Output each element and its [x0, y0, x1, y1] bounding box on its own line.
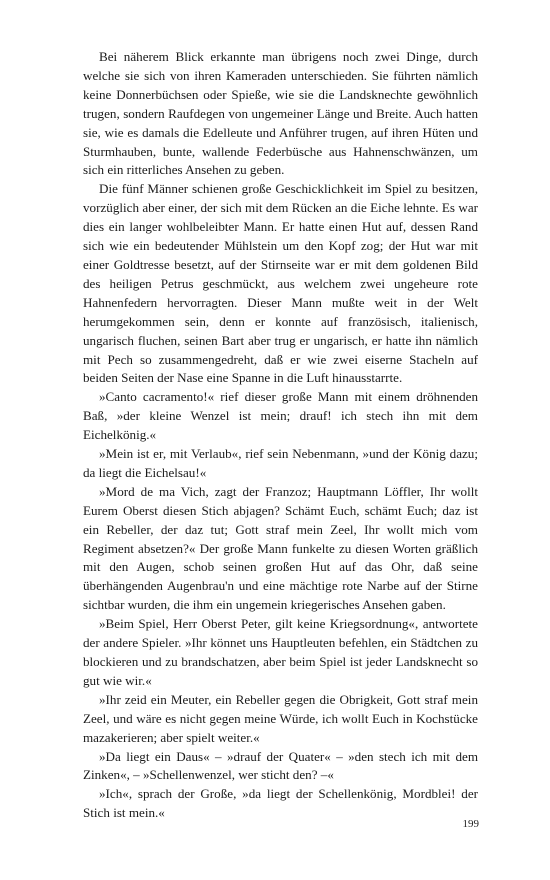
paragraph: Bei näherem Blick erkannte man übrigens noch zwei Dinge, durch welche sie sich von ihren Kameraden unterschieden. Sie führten nämlich keine Donnerbüchsen oder Spieße, wie sie die Landsknechte gewöhnlich trugen, sondern Raufdegen von ungemeiner Länge und Breite. Auch hatten sie, wie es damals die Edelleute und Anführer trugen, auf ihren Hüten und Sturmhauben, bunte, wallende Federbüsche aus Hahnenschwänzen, um sich ein ritterliches Ansehen zu geben. [83, 49, 478, 178]
paragraph: Die fünf Männer schienen große Geschicklichkeit im Spiel zu besitzen, vorzüglich aber einer, der sich mit dem Rücken an die Eiche lehnte. Es war dies ein langer wohlbeleibter Mann. Er hatte einen Hut auf, dessen Rand sich wie ein bedeutender Mühlstein um den Kopf zog; der Hut war mit einer Goldtresse besetzt, auf der Stirnseite war er mit dem goldenen Bild des heiligen Petrus geschmückt, aus welchem zwei ungeheure rote Hahnenfedern hervorragten. Dieser Mann mußte weit in der Welt herumgekommen sein, denn er konnte auf französisch, italienisch, ungarisch fluchen, seinen Bart aber trug er ungarisch, er hatte ihn nämlich mit Pech so zusammengedreht, daß er wie zwei eiserne Stacheln auf beiden Seiten der Nase eine Spanne in die Luft hinausstarrte. [83, 181, 478, 386]
paragraph: »Beim Spiel, Herr Oberst Peter, gilt keine Kriegsordnung«, antwortete der andere Spieler. »Ihr könnet uns Hauptleuten befehlen, ein Städtchen zu blockieren und zu brandschatzen, aber beim Spiel ist jeder Landsknecht so gut wie wir.« [83, 616, 478, 688]
paragraph: »Da liegt ein Daus« – »drauf der Quater« – »den stech ich mit dem Zinken«, – »Schellenwenzel, wer sticht den? –« [83, 748, 478, 783]
paragraph: »Ich«, sprach der Große, »da liegt der Schellenkönig, Mordblei! der Stich ist mein.« [83, 786, 478, 821]
paragraph: »Canto cacramento!« rief dieser große Mann mit einem dröhnenden Baß, »der kleine Wenzel ist mein; drauf! ich stech ihn mit dem Eichelkönig.« [83, 389, 478, 443]
paragraph: »Mein ist er, mit Verlaub«, rief sein Nebenmann, »und der König dazu; da liegt die Eichelsau!« [83, 446, 478, 480]
book-page-text [83, 48, 478, 823]
page-number: 199 [462, 818, 479, 830]
paragraph: »Mord de ma Vich, zagt der Franzoz; Hauptmann Löffler, Ihr wollt Eurem Oberst diesen Stich abjagen? Schämt Euch, schämt Euch; daz ist ein Rebeller, der daz tut; Gott straf mein Zeel, Ihr wollt mich vom Regiment absetzen?« Der große Mann funkelte zu diesen Worten gräßlich mit den Augen, schob seinen großen Hut auf das Ohr, daß seine überhängenden Augenbrau'n und eine mächtige rote Narbe auf der Stirne sichtbar wurden, die ihm ein ungemein kriegerisches Ansehen gaben. [83, 483, 478, 613]
paragraph: »Ihr zeid ein Meuter, ein Rebeller gegen die Obrigkeit, Gott straf mein Zeel, und wäre es nicht gegen meine Würde, ich wollt Euch in Kochstücke mazakerieren; aber spielt weiter.« [83, 691, 478, 745]
